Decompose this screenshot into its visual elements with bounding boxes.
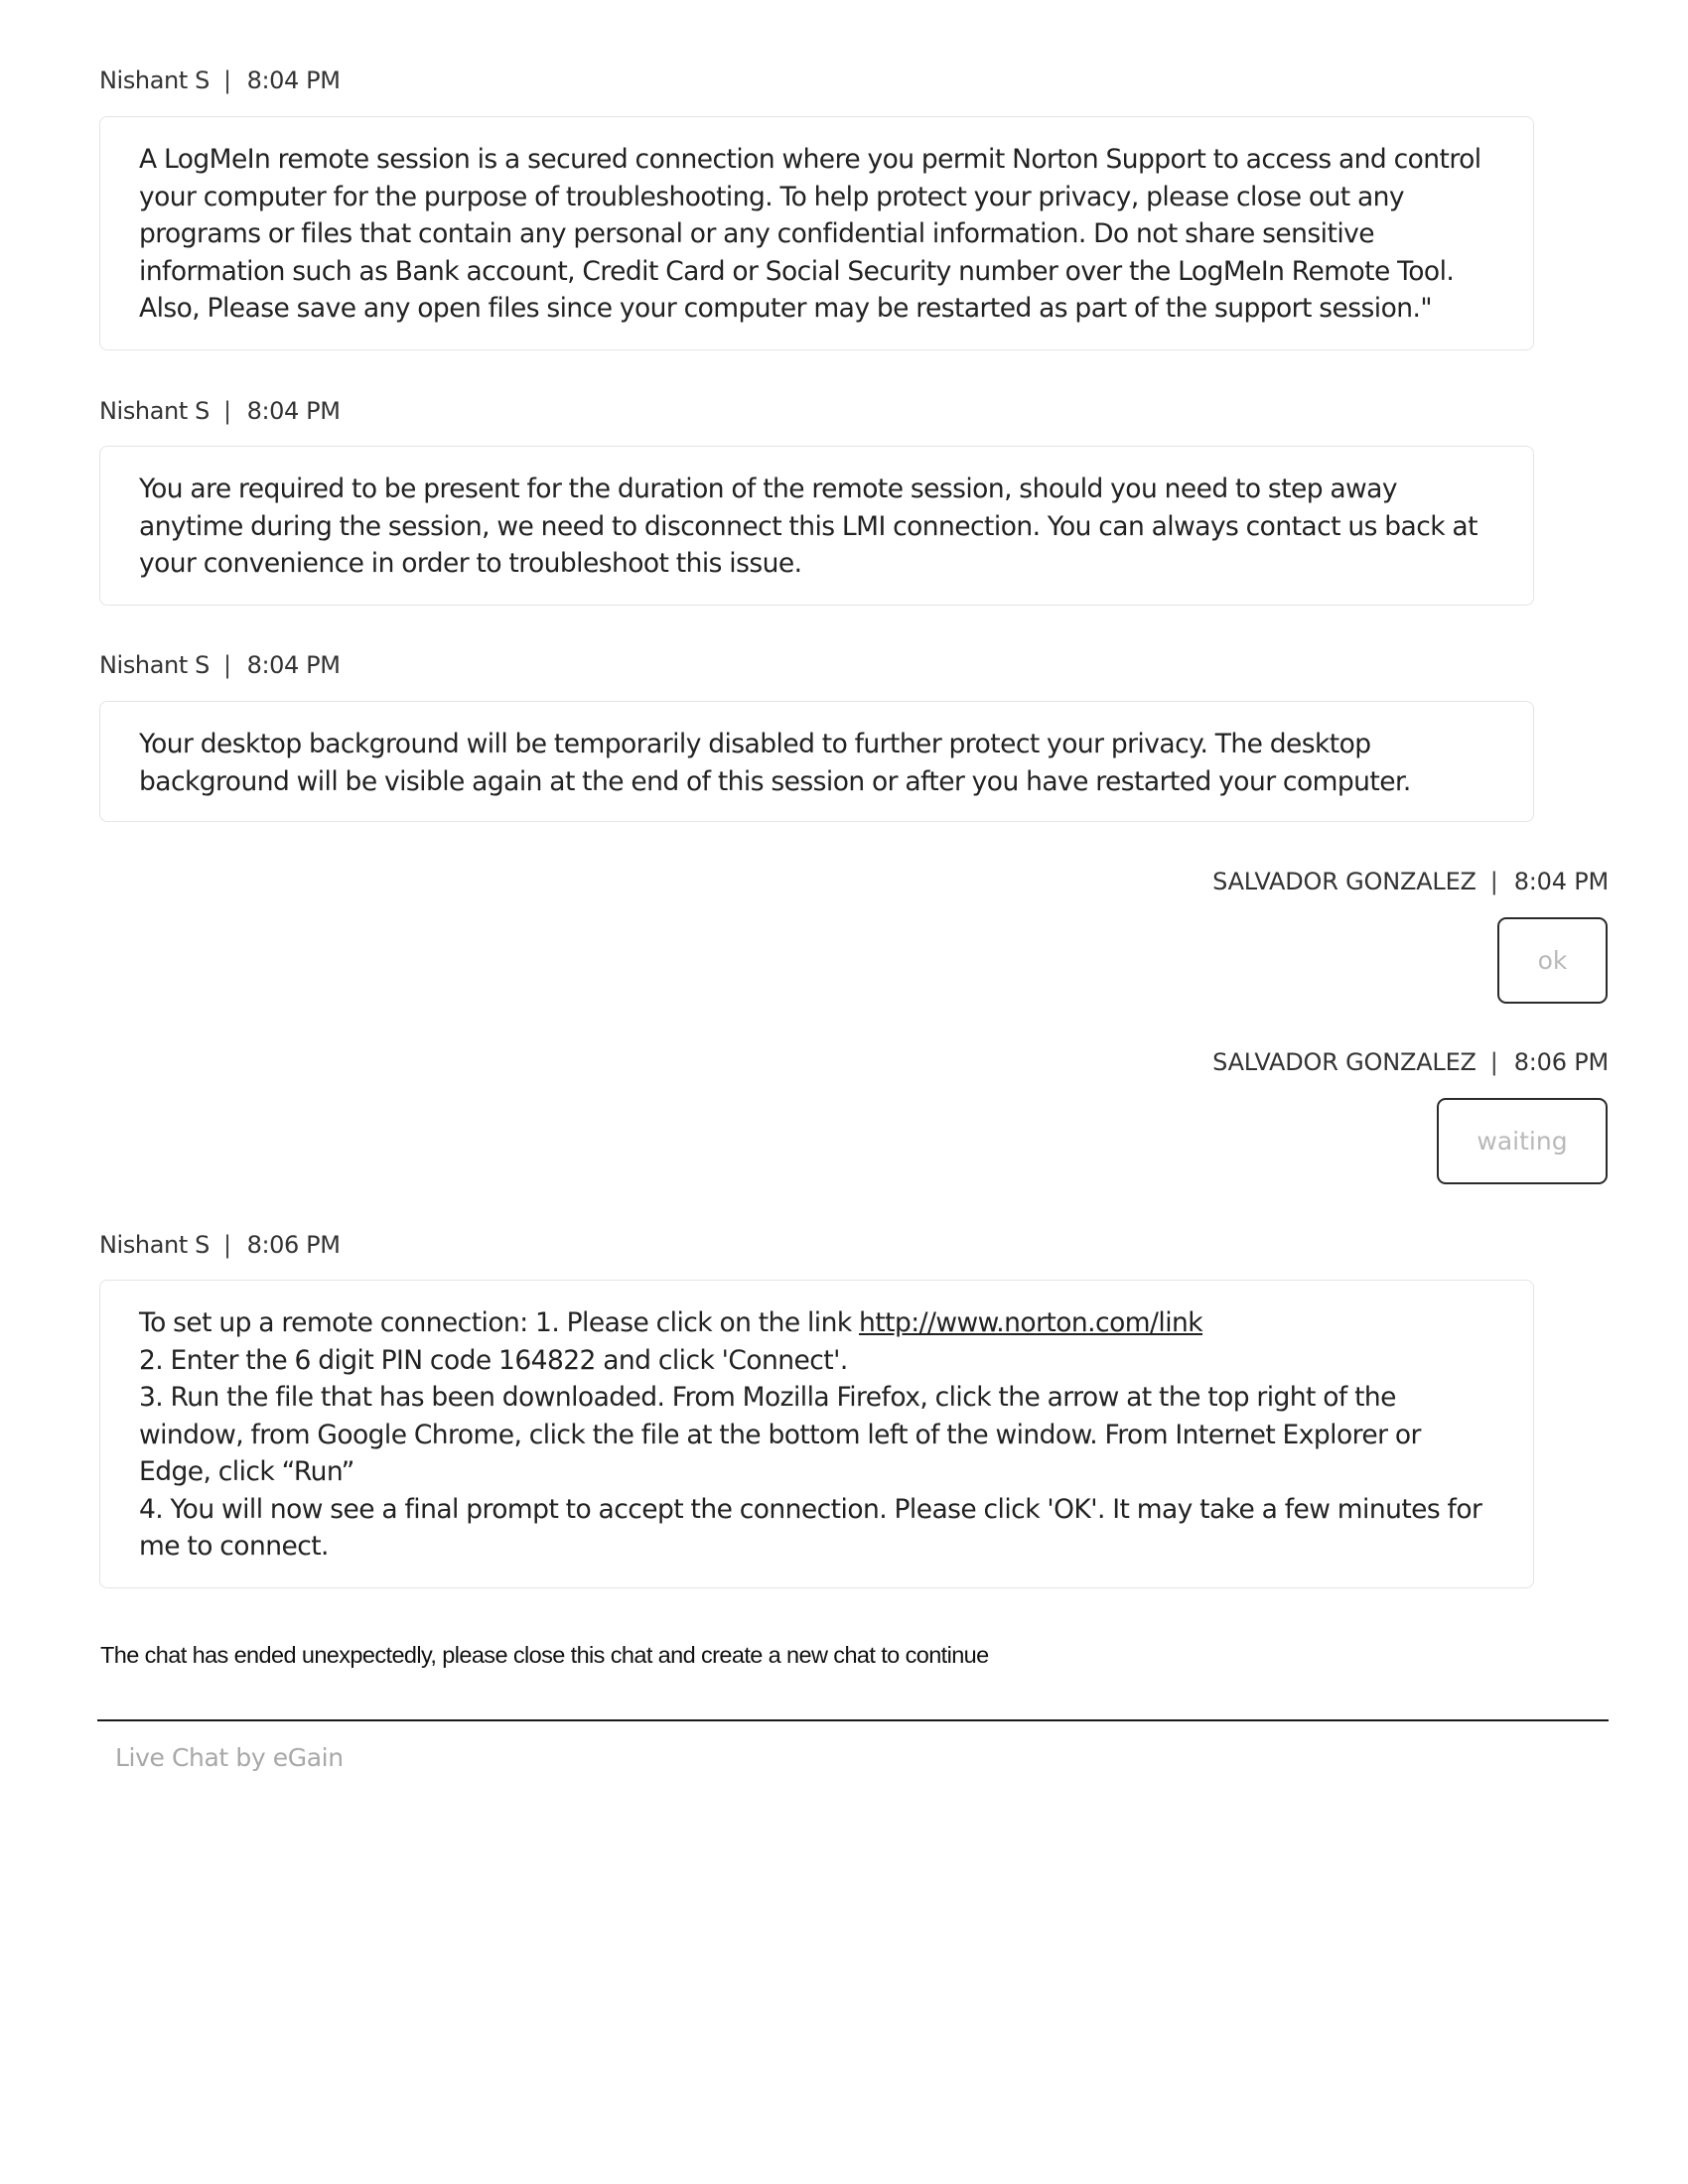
header-separator: | [222, 397, 231, 425]
message-header [99, 650, 341, 680]
message-line: background will be visible again at the end of this session or after you have restarted your computer. [139, 765, 1411, 797]
message-line: Your desktop background will be temporarily disabled to further protect your privacy. The desktop [139, 729, 1371, 759]
agent-message-bubble [99, 116, 1534, 350]
customer-message-bubble [1437, 1098, 1608, 1184]
message-line: your computer for the purpose of troubleshooting. To help protect your privacy, please close out any [139, 181, 1405, 212]
message-text: ok [1537, 946, 1568, 975]
agent-message-bubble [99, 701, 1534, 822]
message-line: programs or files that contain any personal or any confidential information. Do not share sensitive [139, 218, 1375, 249]
message-line [139, 1304, 1493, 1342]
message-line: Also, Please save any open files since your computer may be restarted as part of the support session." [139, 293, 1433, 324]
header-separator: | [1489, 868, 1498, 895]
sender-name: SALVADOR GONZALEZ [1212, 868, 1477, 895]
message-header-customer [1212, 867, 1609, 896]
agent-message-bubble [99, 446, 1534, 606]
message-header-customer [1212, 1047, 1609, 1077]
message-header [99, 1230, 341, 1260]
message-time: 8:06 PM [246, 1231, 341, 1259]
sender-name: Nishant S [99, 1231, 210, 1259]
header-separator: | [222, 1231, 231, 1259]
message-line: 4. You will now see a final prompt to accept the connection. Please click 'OK'. It may take a few minutes for [139, 1493, 1482, 1525]
message-line: your convenience in order to troubleshoot this issue. [139, 548, 802, 579]
message-header [99, 396, 341, 426]
sender-name: Nishant S [99, 67, 210, 94]
chat-ended-notice: The chat has ended unexpectedly, please close this chat and create a new chat to continue [100, 1642, 989, 1668]
message-time: 8:04 PM [246, 397, 341, 425]
message-line: anytime during the session, we need to disconnect this LMI connection. You can always contact us back at [139, 510, 1477, 542]
sender-name: Nishant S [99, 397, 210, 425]
message-line: 3. Run the file that has been downloaded. From Mozilla Firefox, click the arrow at the top right of the [139, 1382, 1396, 1413]
header-separator: | [222, 67, 231, 94]
agent-message-bubble [99, 1280, 1534, 1588]
message-time: 8:04 PM [246, 67, 341, 94]
message-line: You are required to be present for the duration of the remote session, should you need to step away [139, 474, 1397, 504]
message-time: 8:06 PM [1513, 1048, 1609, 1076]
message-text: To set up a remote connection: 1. Please click on the link [139, 1307, 860, 1338]
footer-divider [97, 1719, 1609, 1721]
customer-message-bubble [1497, 917, 1608, 1004]
message-line: 2. Enter the 6 digit PIN code 164822 and click 'Connect'. [139, 1344, 848, 1376]
message-line: information such as Bank account, Credit Card or Social Security number over the LogMeIn Remote Tool. [139, 255, 1455, 287]
message-line: window, from Google Chrome, click the file at the bottom left of the window. From Internet Explorer or [139, 1419, 1421, 1450]
message-time: 8:04 PM [1513, 868, 1609, 895]
sender-name: SALVADOR GONZALEZ [1212, 1048, 1477, 1076]
header-separator: | [222, 651, 231, 679]
norton-link[interactable]: http://www.norton.com/link [859, 1307, 1203, 1338]
message-text: waiting [1477, 1127, 1568, 1156]
message-time: 8:04 PM [246, 651, 341, 679]
message-line: me to connect. [139, 1531, 329, 1562]
message-header [99, 66, 341, 95]
sender-name: Nishant S [99, 651, 210, 679]
footer-brand: Live Chat by eGain [115, 1743, 344, 1772]
header-separator: | [1489, 1048, 1498, 1076]
message-line: Edge, click “Run” [139, 1456, 354, 1487]
message-line: A LogMeIn remote session is a secured connection where you permit Norton Support to access and control [139, 144, 1481, 175]
